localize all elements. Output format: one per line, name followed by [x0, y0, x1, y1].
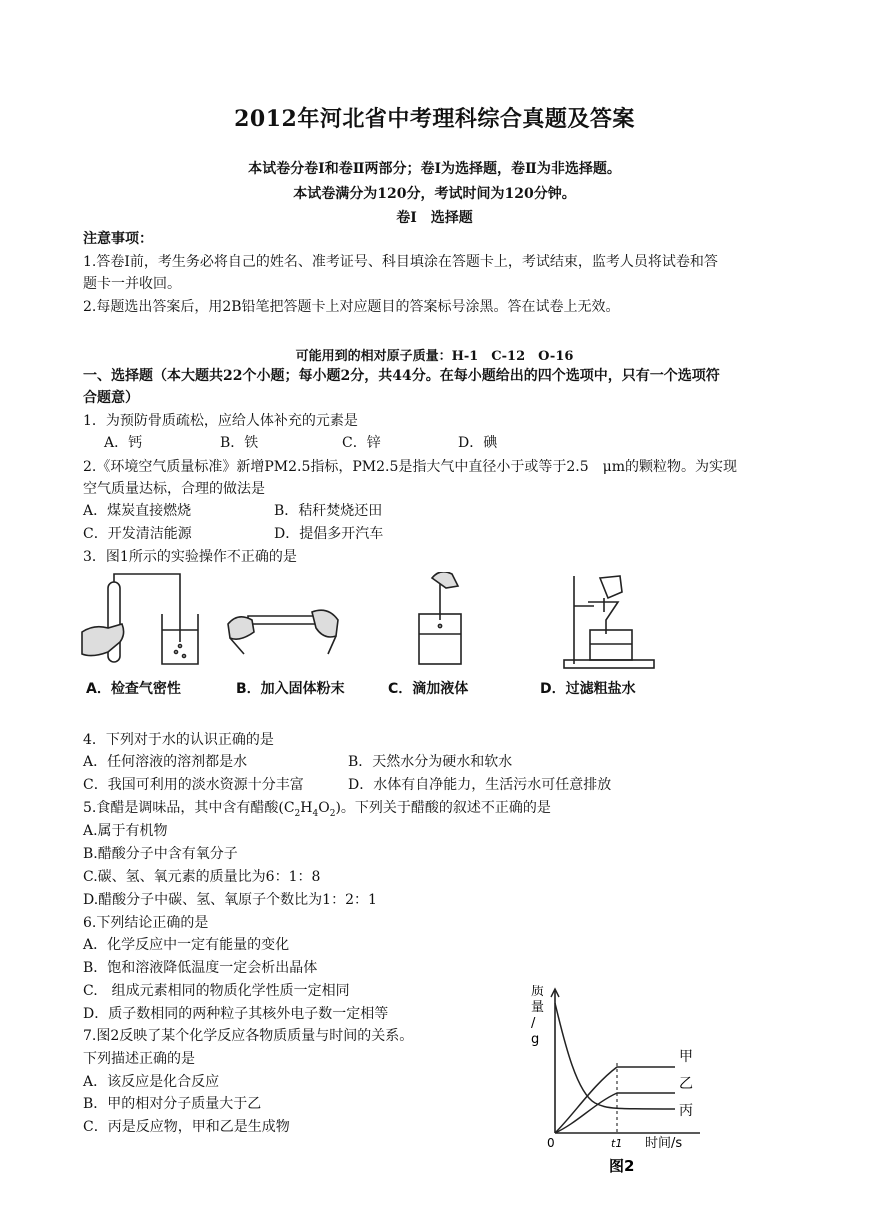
q7-stem-a: 7.图2反映了某个化学反应各物质质量与时间的关系。 — [83, 1028, 414, 1044]
adding-powder-illustration — [228, 610, 338, 654]
figure-2-caption: 图2 — [609, 1157, 635, 1175]
q1-option-d: D．碘 — [458, 435, 498, 451]
legend-label-jia: 甲 — [679, 1049, 693, 1065]
part1-heading-a: 一、选择题（本大题共22个小题；每小题2分，共44分。在每小题给出的四个选项中，只有一个选项符 — [83, 368, 720, 384]
t1-label: t1 — [611, 1137, 623, 1150]
q6-stem: 6.下列结论正确的是 — [83, 915, 209, 931]
q4-option-c: C．我国可利用的淡水资源十分丰富 — [83, 777, 304, 793]
q2-option-a: A．煤炭直接燃烧 — [83, 503, 192, 519]
intro-line-1: 本试卷分卷Ⅰ和卷Ⅱ两部分；卷Ⅰ为选择题，卷Ⅱ为非选择题。 — [248, 161, 621, 177]
notes-heading: 注意事项： — [83, 231, 153, 247]
note-2: 2.每题选出答案后，用2B铅笔把答题卡上对应题目的答案标号涂黑。答在试卷上无效。 — [83, 299, 620, 315]
legend-label-yi: 乙 — [679, 1076, 693, 1092]
q1-option-b: B．铁 — [220, 435, 259, 451]
legend-label-bing: 丙 — [679, 1103, 693, 1119]
x-axis-label: 时间/s — [645, 1136, 683, 1151]
q5-option-a: A.属于有机物 — [83, 823, 168, 839]
q7-option-a: A．该反应是化合反应 — [83, 1074, 220, 1090]
q6-option-d: D．质子数相同的两种粒子其核外电子数一定相等 — [83, 1006, 389, 1022]
note-1b: 题卡一并收回。 — [83, 276, 181, 292]
atomic-mass-line: 可能用到的相对原子质量：H-1 C-12 O-16 — [295, 349, 574, 364]
q5-option-c: C.碳、氢、氧元素的质量比为6：1：8 — [83, 869, 321, 885]
note-1a: 1.答卷Ⅰ前，考生务必将自己的姓名、准考证号、科目填涂在答题卡上，考试结束，监考人员将试卷和答 — [83, 254, 718, 270]
q4-option-a: A．任何溶液的溶剂都是水 — [83, 754, 248, 770]
part1-heading-b: 合题意） — [83, 390, 139, 406]
q4-stem: 4．下列对于水的认识正确的是 — [83, 732, 274, 748]
q1-option-a: A．钙 — [104, 435, 143, 451]
dropping-liquid-illustration — [419, 572, 461, 664]
figure-2-chart — [525, 985, 715, 1180]
airtightness-check-illustration — [82, 574, 198, 664]
figure-1-illustrations — [80, 572, 660, 672]
y-axis-label-char1: 质 — [531, 985, 545, 999]
q2-option-b: B．秸秆焚烧还田 — [274, 503, 383, 519]
q2-stem-a: 2.《环境空气质量标准》新增PM2.5指标，PM2.5是指大气中直径小于或等于2.5 μm的颗粒物。为实现 — [83, 459, 738, 475]
q6-option-b: B．饱和溶液降低温度一定会析出晶体 — [83, 960, 318, 976]
figure-1-label-a: A．检查气密性 — [86, 681, 181, 697]
figure-1-label-c: C．滴加液体 — [388, 681, 469, 697]
q5-stem: 5.食醋是调味品，其中含有醋酸$(C_2H_4O_2)$。下列关于醋酸的叙述不正确的是 — [83, 800, 551, 819]
q7-option-b: B．甲的相对分子质量大于乙 — [83, 1096, 262, 1112]
q3-stem: 3．图1所示的实验操作不正确的是 — [83, 549, 297, 565]
y-axis-label-unit: g — [531, 1032, 540, 1047]
q2-option-c: C．开发清洁能源 — [83, 526, 192, 542]
q5-option-b: B.醋酸分子中含有氧分子 — [83, 846, 238, 862]
q6-option-c: C. 组成元素相同的物质化学性质一定相同 — [83, 983, 350, 999]
q2-stem-b: 空气质量达标，合理的做法是 — [83, 481, 265, 497]
y-axis-label-char2: 量 — [531, 1000, 545, 1015]
page-title: 2012年河北省中考理科综合真题及答案 — [234, 106, 635, 132]
q1-option-c: C．锌 — [342, 435, 381, 451]
figure-1-label-b: B．加入固体粉末 — [236, 681, 345, 697]
q5-option-d: D.醋酸分子中碳、氢、氧原子个数比为1：2：1 — [83, 892, 377, 908]
origin-label: 0 — [547, 1136, 555, 1150]
figure-1-label-d: D．过滤粗盐水 — [540, 681, 636, 697]
y-axis-label-slash: / — [531, 1016, 536, 1031]
q7-option-c: C．丙是反应物，甲和乙是生成物 — [83, 1119, 290, 1135]
q4-option-d: D．水体有自净能力，生活污水可任意排放 — [348, 777, 612, 793]
q7-stem-b: 下列描述正确的是 — [83, 1051, 195, 1067]
q4-option-b: B．天然水分为硬水和软水 — [348, 754, 513, 770]
q2-option-d: D．提倡多开汽车 — [274, 526, 384, 542]
filtration-illustration — [564, 576, 654, 668]
q6-option-a: A．化学反应中一定有能量的变化 — [83, 937, 290, 953]
q1-stem: 1．为预防骨质疏松，应给人体补充的元素是 — [83, 413, 358, 429]
section-heading: 卷Ⅰ 选择题 — [396, 210, 473, 226]
intro-line-2: 本试卷满分为120分，考试时间为120分钟。 — [293, 186, 576, 202]
